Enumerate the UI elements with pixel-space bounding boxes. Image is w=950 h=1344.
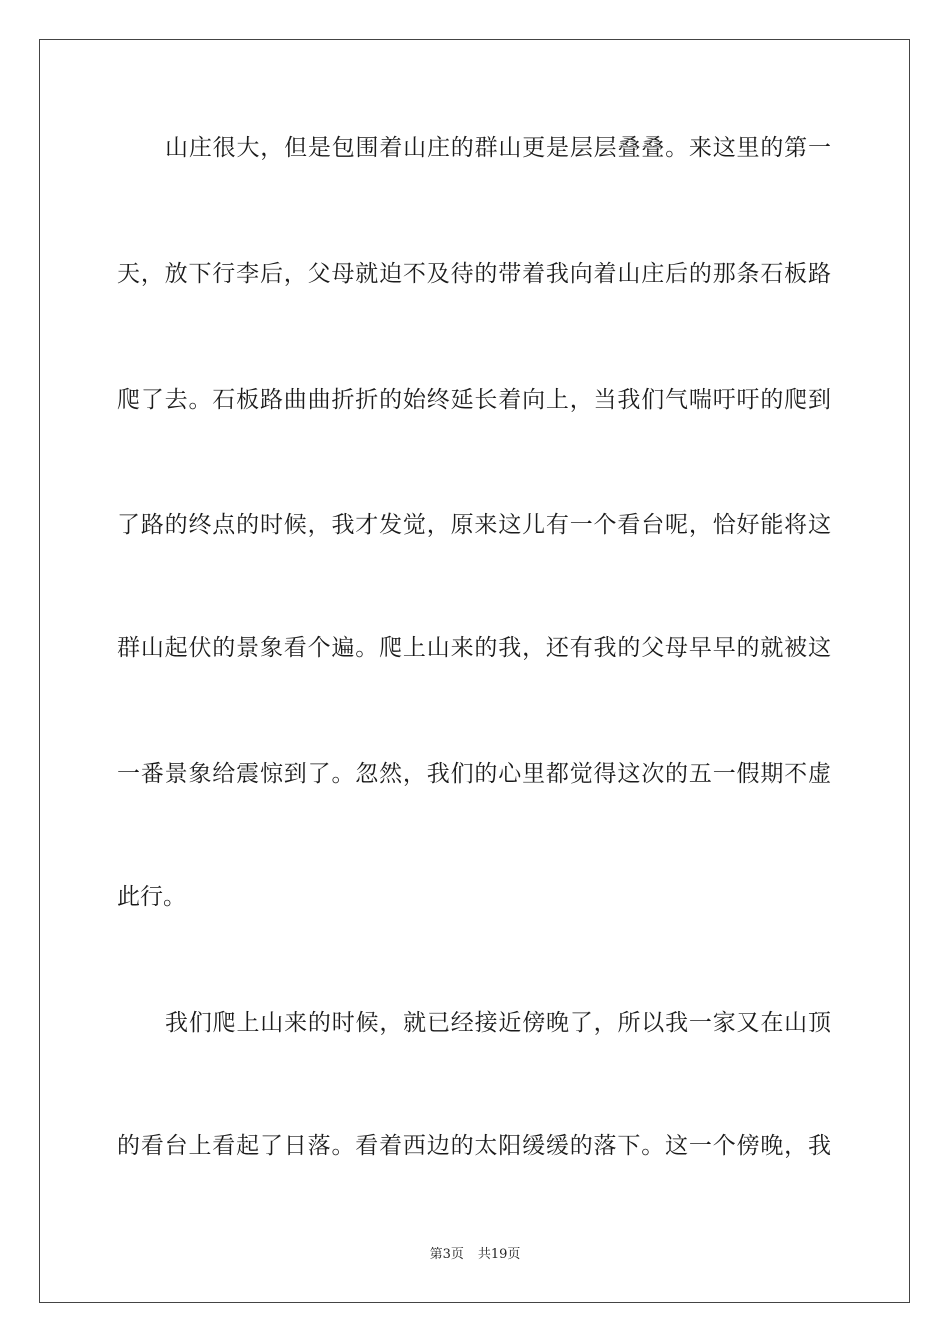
total-pages: 共19页 <box>477 1247 521 1262</box>
paragraph-2-line-2: 的看台上看起了日落。看着西边的太阳缓缓的落下。这一个傍晚，我 <box>117 1133 831 1159</box>
page-footer <box>0 1246 950 1264</box>
paragraph-1-line-3: 爬了去。石板路曲曲折折的始终延长着向上，当我们气喘吁吁的爬到 <box>117 387 831 413</box>
paragraph-1-line-4: 了路的终点的时候，我才发觉，原来这儿有一个看台呢，恰好能将这 <box>117 512 831 538</box>
paragraph-2-line-1: 我们爬上山来的时候，就已经接近傍晚了，所以我一家又在山顶 <box>165 1010 831 1036</box>
page-number: 第3页 <box>429 1247 464 1262</box>
paragraph-1-line-7: 此行。 <box>117 884 186 910</box>
paragraph-1-line-5: 群山起伏的景象看个遍。爬上山来的我，还有我的父母早早的就被这 <box>117 635 831 661</box>
paragraph-1-line-2: 天，放下行李后，父母就迫不及待的带着我向着山庄后的那条石板路 <box>117 261 831 287</box>
page-border <box>39 39 910 1303</box>
paragraph-1-line-6: 一番景象给震惊到了。忽然，我们的心里都觉得这次的五一假期不虚 <box>117 761 831 787</box>
paragraph-1-line-1: 山庄很大，但是包围着山庄的群山更是层层叠叠。来这里的第一 <box>165 135 831 161</box>
